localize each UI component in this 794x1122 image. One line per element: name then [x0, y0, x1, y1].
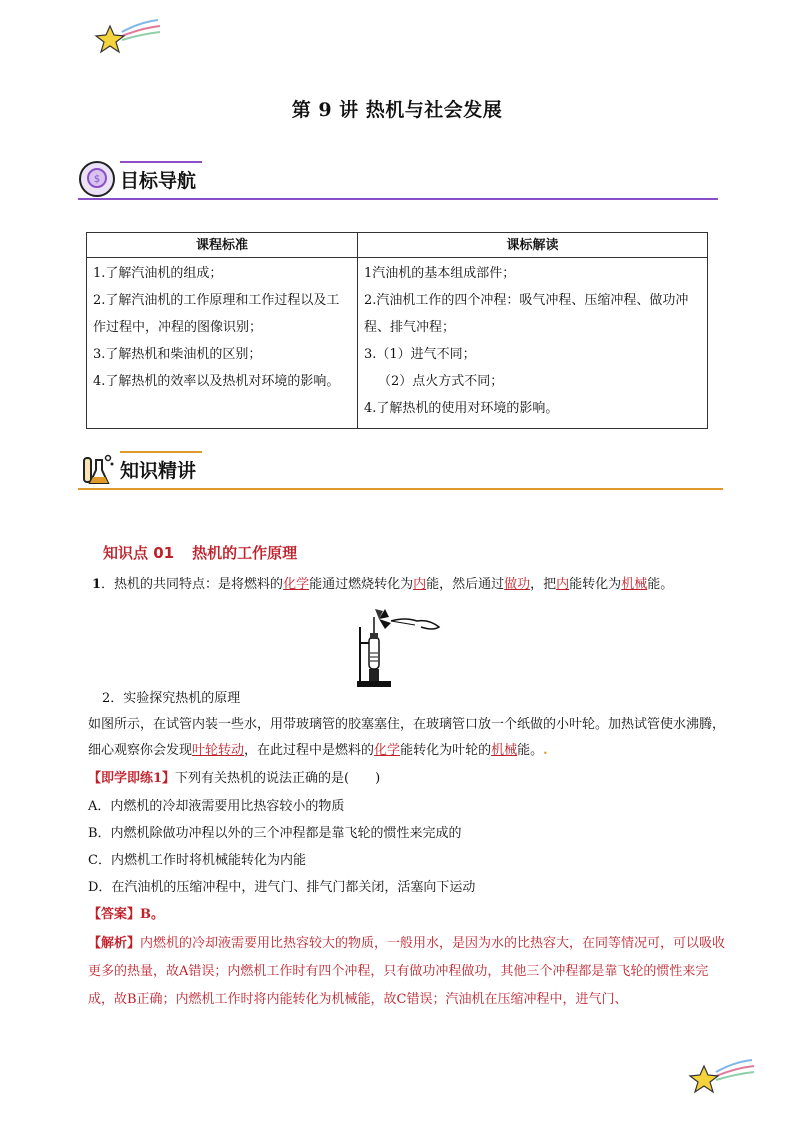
- star-icon: [92, 18, 162, 58]
- list-item: 1汽油机的基本组成部件；: [364, 266, 516, 281]
- goal-header-divider: [78, 198, 718, 200]
- fill-blank: 做功: [504, 577, 531, 592]
- table-cell-standards: [87, 258, 358, 429]
- fill-blank: 机械: [621, 577, 648, 592]
- analysis: 【解析】内燃机的冷却液需要用比热容较大的物质，一般用水，是因为水的比热容大，在同等情况可，可以吸收更多的热量，故A错误；内燃机工作时有四个冲程，只有做功冲程做功，其他三个冲程都是靠飞轮的惯性来完成，故B正确；内燃机工作时将内能转化为机械能，故C错误；汽油机在压缩冲程中，进气门、: [88, 936, 726, 1007]
- table-header-row: [87, 233, 708, 258]
- goal-section-header: [78, 160, 718, 200]
- table-cell-interpretation: [358, 258, 708, 429]
- pinwheel-experiment-icon: [355, 607, 445, 689]
- list-item: 4.了解热机的使用对环境的影响。: [364, 401, 559, 416]
- list-item: 3.（1）进气不同；: [364, 347, 476, 362]
- fill-blank: 化学: [374, 743, 401, 758]
- knowledge-header-accent: [120, 451, 202, 453]
- table-header-standard: 课程标准: [87, 233, 358, 258]
- answer: 【答案】B。: [88, 907, 164, 922]
- list-item: 4.了解热机的效率以及热机对环境的影响。: [93, 374, 340, 389]
- option-b: B．内燃机除做功冲程以外的三个冲程都是靠飞轮的惯性来完成的: [88, 826, 462, 841]
- star-icon: [686, 1058, 756, 1098]
- svg-text:$: $: [93, 174, 101, 185]
- point-1-paragraph: 1．热机的共同特点：是将燃料的化学能通过燃烧转化为内能，然后通过做功，把内能转化为机械能。: [92, 577, 674, 592]
- list-item: 2.了解汽油机的工作原理和工作过程以及工作过程中，冲程的图像识别；: [93, 293, 340, 335]
- knowledge-header-label: 知识精讲: [120, 460, 197, 482]
- table-header-interpretation: 课标解读: [358, 233, 708, 258]
- knowledge-section-header: [78, 450, 723, 490]
- option-d: D．在汽油机的压缩冲程中，进气门、排气门都关闭，活塞向下运动: [88, 880, 476, 895]
- practice-question: 【即学即练1】下列有关热机的说法正确的是( ): [88, 771, 381, 786]
- fill-blank: 叶轮转动: [192, 743, 245, 758]
- page-title: 第 9 讲 热机与社会发展: [291, 99, 503, 121]
- lab-flask-icon: [78, 450, 116, 488]
- point-2-heading: 2．实验探究热机的原理: [102, 691, 241, 706]
- knowledge-point-number: 知识点 01: [103, 544, 175, 562]
- point-2-paragraph: 如图所示，在试管内装一些水，用带玻璃管的胶塞塞住，在玻璃管口放一个纸做的小叶轮。加热试管使水沸腾，细心观察你会发现叶轮转动，在此过程中是燃料的化学能转化为叶轮的机械能。.: [88, 717, 726, 758]
- practice-tag: 【即学即练1】: [88, 771, 176, 786]
- goal-header-label: 目标导航: [120, 170, 197, 192]
- goal-header-accent: [120, 161, 202, 163]
- curriculum-table: [86, 232, 708, 429]
- fill-blank: 化学: [283, 577, 310, 592]
- knowledge-point-name: 热机的工作原理: [192, 544, 298, 562]
- list-item: 1.了解汽油机的组成；: [93, 266, 223, 281]
- knowledge-point-title: [103, 542, 297, 563]
- table-row: [87, 258, 708, 429]
- knowledge-header-divider: [78, 488, 723, 490]
- option-a: A．内燃机的冷却液需要用比热容较小的物质: [88, 799, 345, 814]
- option-c: C．内燃机工作时将机械能转化为内能: [88, 853, 306, 868]
- brain-icon: [78, 160, 116, 198]
- fill-blank: 内: [556, 577, 570, 592]
- fill-blank: 机械: [491, 743, 518, 758]
- list-item: （2）点火方式不同；: [378, 374, 504, 389]
- list-item: 3.了解热机和柴油机的区别；: [93, 347, 262, 362]
- fill-blank: 内: [413, 577, 427, 592]
- list-item: 2.汽油机工作的四个冲程：吸气冲程、压缩冲程、做功冲程、排气冲程；: [364, 293, 689, 335]
